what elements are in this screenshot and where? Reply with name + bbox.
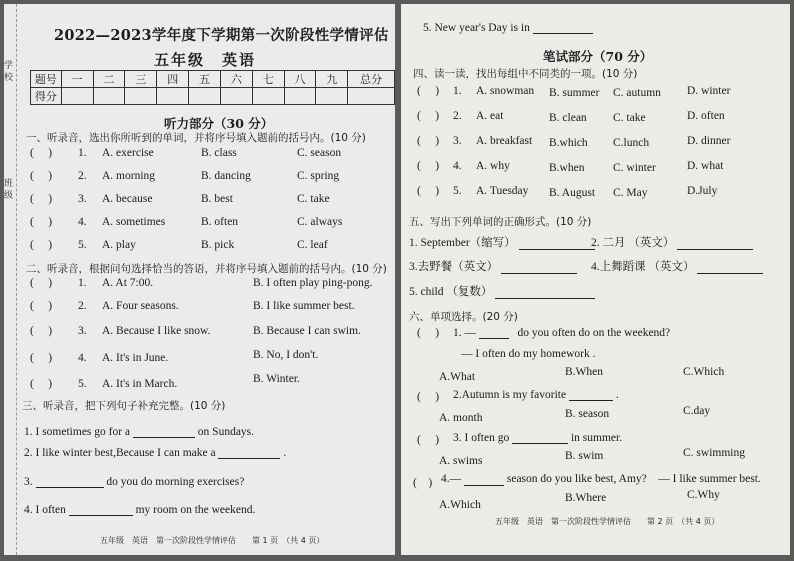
option-b: B. summer (549, 87, 600, 99)
word-1: 1. September（缩写） (409, 234, 595, 250)
option-a: A.What (439, 371, 476, 383)
question-number: 3. (453, 135, 462, 147)
option-c: C. winter (613, 162, 656, 174)
answer-bracket[interactable]: ( ) (417, 391, 440, 403)
option-b: B.When (565, 366, 604, 378)
part5-instruction: 五、写出下列单词的正确形式。(10 分) (409, 216, 592, 228)
score-cell[interactable] (61, 88, 93, 105)
margin-char: 学 (4, 60, 14, 70)
option-a: A. play (102, 239, 136, 251)
exam-title: 2022—2023学年度下学期第一次阶段性学情评估 (54, 27, 389, 44)
sentence-5: 5. New year's Day is in (423, 22, 593, 34)
option-a: A. morning (102, 170, 156, 182)
answer-bracket[interactable]: ( ) (417, 327, 440, 339)
blank-input[interactable] (569, 400, 613, 401)
option-b: B. Because I can swim. (253, 325, 361, 337)
score-header-cell: 四 (157, 71, 189, 88)
question-number: 2. (78, 170, 87, 182)
blank-input[interactable] (501, 273, 577, 274)
question-number: 1. (453, 85, 462, 97)
question-number: 5. (78, 378, 87, 390)
answer-bracket[interactable]: ( ) (417, 110, 440, 122)
score-cell[interactable] (93, 88, 125, 105)
option-c: C.lunch (613, 137, 650, 149)
question-number: 4. (78, 216, 87, 228)
blank-input[interactable] (133, 437, 195, 438)
part1-instruction: 一、听录音，选出你所听到的单词，并将序号填入题前的括号内。(10 分) (26, 132, 366, 144)
option-b: B. dancing (201, 170, 251, 182)
option-b: B.which (549, 137, 588, 149)
question-number: 4. (78, 352, 87, 364)
score-header-cell: 九 (316, 71, 348, 88)
answer-bracket[interactable]: ( ) (417, 160, 440, 172)
word-3: 3.去野餐（英文） (409, 258, 577, 274)
option-b: B. I like summer best. (253, 300, 355, 312)
answer-bracket[interactable]: ( ) (417, 135, 440, 147)
option-b: B. August (549, 187, 596, 199)
blank-input[interactable] (479, 338, 509, 339)
option-a: A. because (102, 193, 153, 205)
option-b: B. I often play ping-pong. (253, 277, 373, 289)
answer-bracket[interactable]: ( ) (30, 239, 53, 251)
word-2: 2. 二月 （英文） (591, 234, 753, 250)
option-a: A. Four seasons. (102, 300, 179, 312)
question-number: 2. (453, 110, 462, 122)
left-page (4, 4, 395, 555)
answer-bracket[interactable]: ( ) (417, 434, 440, 446)
blank-input[interactable] (697, 273, 763, 274)
option-a: A. snowman (476, 85, 535, 97)
option-c: C. take (613, 112, 646, 124)
option-a: A. Because I like snow. (102, 325, 211, 337)
option-c: C. May (613, 187, 648, 199)
option-b: B.when (549, 162, 585, 174)
option-c: C. spring (297, 170, 340, 182)
answer-bracket[interactable]: ( ) (30, 170, 53, 182)
option-d: D. dinner (687, 135, 731, 147)
option-c: C. season (297, 147, 342, 159)
option-a: A. It's in March. (102, 378, 178, 390)
score-header-cell: 总分 (348, 71, 395, 88)
sentence-3: 3. do you do morning exercises? (24, 476, 245, 488)
score-header-cell: 五 (189, 71, 221, 88)
question-number: 1. (78, 147, 87, 159)
mc-question-3: 3. I often go in summer. (453, 432, 623, 444)
blank-input[interactable] (69, 515, 133, 516)
score-cell[interactable] (189, 88, 221, 105)
answer-bracket[interactable]: ( ) (30, 352, 53, 364)
score-cell[interactable] (316, 88, 348, 105)
answer-bracket[interactable]: ( ) (30, 325, 53, 337)
option-b: B.Where (565, 492, 607, 504)
option-c: C.Why (687, 489, 720, 501)
score-cell[interactable] (125, 88, 157, 105)
margin-char: 级 (4, 190, 14, 200)
sentence-1: 1. I sometimes go for a on Sundays. (24, 426, 255, 438)
option-c: C. leaf (297, 239, 328, 251)
option-b: B. often (201, 216, 239, 228)
blank-input[interactable] (512, 443, 568, 444)
question-number: 5. (78, 239, 87, 251)
score-cell[interactable] (348, 88, 395, 105)
score-header-cell: 六 (220, 71, 252, 88)
option-b: B. pick (201, 239, 235, 251)
option-b: B. class (201, 147, 237, 159)
part2-instruction: 二、听录音，根据问句选择恰当的答语，并将序号填入题前的括号内。(10 分) (26, 263, 387, 275)
option-c: C. always (297, 216, 343, 228)
answer-bracket[interactable]: ( ) (417, 85, 440, 97)
page-footer: 五年级 英语 第一次阶段性学情评估 第 2 页 （共 4 页） (495, 517, 720, 526)
answer-bracket[interactable]: ( ) (30, 147, 53, 159)
score-cell[interactable] (157, 88, 189, 105)
mc-question-4: 4.— season do you like best, Amy? — I like summer best. (441, 473, 761, 485)
option-a: A. month (439, 412, 483, 424)
question-number: 3. (78, 193, 87, 205)
part6-instruction: 六、单项选择。(20 分) (409, 311, 518, 323)
word-4: 4.上舞蹈课 （英文） (591, 258, 763, 274)
option-b: B. swim (565, 450, 604, 462)
score-cell[interactable] (252, 88, 284, 105)
option-a: A. It's in June. (102, 352, 169, 364)
answer-bracket[interactable]: ( ) (30, 216, 53, 228)
part3-instruction: 三、听录音，把下列句子补充完整。(10 分) (22, 400, 226, 412)
blank-input[interactable] (677, 249, 753, 250)
question-number: 4. (453, 160, 462, 172)
binding-line (16, 4, 17, 555)
option-d: D. winter (687, 85, 731, 97)
score-cell[interactable] (220, 88, 252, 105)
score-header-cell: 题号 (31, 71, 62, 88)
part4-instruction: 四、读一读，找出每组中不同类的一项。(10 分) (413, 68, 638, 80)
mc-question-2: 2.Autumn is my favorite . (453, 389, 619, 401)
option-b: B. No, I don't. (253, 349, 319, 361)
exam-subtitle: 五年级 英语 (154, 51, 257, 69)
right-page (401, 4, 790, 555)
option-b: B. best (201, 193, 233, 205)
listening-title: 听力部分（30 分） (164, 116, 274, 131)
blank-input[interactable] (218, 458, 280, 459)
option-a: A. sometimes (102, 216, 166, 228)
sentence-2: 2. I like winter best,Because I can make a . (24, 447, 287, 459)
option-c: C. autumn (613, 87, 661, 99)
answer-bracket[interactable]: ( ) (417, 185, 440, 197)
score-table (30, 70, 395, 105)
score-header-cell: 一 (61, 71, 93, 88)
answer-bracket[interactable]: ( ) (30, 193, 53, 205)
option-a: A. swims (439, 455, 483, 467)
page-footer: 五年级 英语 第一次阶段性学情评估 第 1 页 （共 4 页） (100, 536, 325, 545)
score-cell[interactable] (284, 88, 316, 105)
option-c: C.Which (683, 366, 725, 378)
option-a: A. eat (476, 110, 504, 122)
answer-bracket[interactable]: ( ) (30, 378, 53, 390)
option-c: C. swimming (683, 447, 745, 459)
option-d: D. often (687, 110, 725, 122)
blank-input[interactable] (519, 249, 595, 250)
blank-input[interactable] (495, 298, 595, 299)
answer-bracket[interactable]: ( ) (30, 277, 53, 289)
option-c: C. take (297, 193, 330, 205)
question-number: 3. (78, 325, 87, 337)
margin-char: 校 (4, 72, 14, 82)
question-number: 2. (78, 300, 87, 312)
mc-question-1: 1. — do you often do on the weekend? (453, 327, 671, 339)
option-d: D.July (687, 185, 718, 197)
score-header-cell: 七 (252, 71, 284, 88)
written-title: 笔试部分（70 分） (543, 49, 653, 64)
option-a: A. breakfast (476, 135, 533, 147)
answer-bracket[interactable]: ( ) (30, 300, 53, 312)
option-d: D. what (687, 160, 724, 172)
option-b: B. season (565, 408, 610, 420)
question-number: 1. (78, 277, 87, 289)
sentence-4: 4. I often my room on the weekend. (24, 504, 256, 516)
option-b: B. clean (549, 112, 587, 124)
answer-bracket[interactable]: ( ) (413, 477, 433, 489)
blank-input[interactable] (533, 33, 593, 34)
option-a: A. Tuesday (476, 185, 529, 197)
score-header-cell: 三 (125, 71, 157, 88)
score-row-label: 得分 (31, 88, 62, 105)
option-c: C.day (683, 405, 711, 417)
option-b: B. Winter. (253, 373, 300, 385)
margin-char: 班 (4, 178, 14, 188)
score-header-cell: 八 (284, 71, 316, 88)
word-5: 5. child （复数） (409, 283, 595, 299)
option-a: A. why (476, 160, 510, 172)
blank-input[interactable] (464, 485, 504, 486)
question-number: 5. (453, 185, 462, 197)
option-a: A. exercise (102, 147, 154, 159)
score-header-cell: 二 (93, 71, 125, 88)
blank-input[interactable] (36, 487, 104, 488)
option-a: A.Which (439, 499, 481, 511)
mc-reply-1: — I often do my homework . (461, 348, 596, 360)
option-a: A. At 7:00. (102, 277, 154, 289)
